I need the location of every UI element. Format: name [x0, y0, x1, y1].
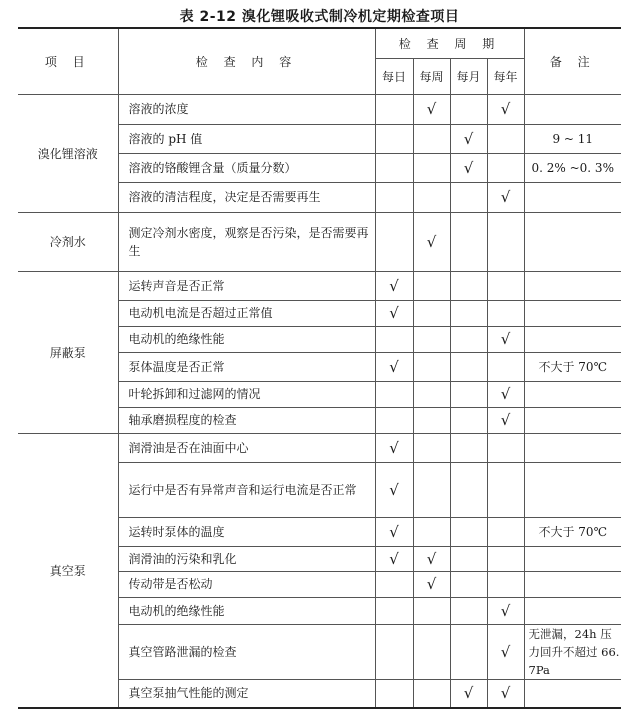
check-daily	[375, 94, 413, 124]
check-weekly	[413, 326, 450, 352]
header-note: 备 注	[524, 28, 621, 94]
header-period: 检 查 周 期	[375, 28, 524, 58]
note-cell	[524, 94, 621, 124]
check-weekly	[413, 597, 450, 624]
check-monthly: √	[450, 124, 487, 153]
check-item: 运行中是否有异常声音和运行电流是否正常	[118, 462, 375, 517]
check-daily	[375, 624, 413, 679]
check-monthly	[450, 433, 487, 462]
check-monthly	[450, 381, 487, 407]
check-yearly: √	[487, 326, 524, 352]
header-daily: 每日	[375, 58, 413, 94]
check-item: 真空管路泄漏的检查	[118, 624, 375, 679]
check-item: 溶液的浓度	[118, 94, 375, 124]
check-item: 润滑油的污染和乳化	[118, 546, 375, 571]
check-daily: √	[375, 433, 413, 462]
check-item: 电动机的绝缘性能	[118, 326, 375, 352]
note-cell	[524, 597, 621, 624]
note-cell	[524, 381, 621, 407]
check-weekly	[413, 517, 450, 546]
check-item: 电动机的绝缘性能	[118, 597, 375, 624]
check-daily: √	[375, 462, 413, 517]
check-item: 润滑油是否在油面中心	[118, 433, 375, 462]
check-daily	[375, 182, 413, 212]
check-item: 轴承磨损程度的检查	[118, 407, 375, 433]
header-yearly: 每年	[487, 58, 524, 94]
check-item: 溶液的 pH 值	[118, 124, 375, 153]
header-content: 检 查 内 容	[118, 28, 375, 94]
check-yearly	[487, 517, 524, 546]
check-weekly	[413, 352, 450, 381]
check-monthly	[450, 94, 487, 124]
check-weekly	[413, 300, 450, 326]
check-daily	[375, 679, 413, 708]
check-item: 真空泵抽气性能的测定	[118, 679, 375, 708]
check-monthly	[450, 571, 487, 597]
check-monthly	[450, 300, 487, 326]
group-name: 冷剂水	[18, 212, 118, 271]
check-yearly: √	[487, 94, 524, 124]
note-cell	[524, 326, 621, 352]
check-weekly: √	[413, 212, 450, 271]
check-weekly	[413, 153, 450, 182]
check-yearly	[487, 153, 524, 182]
note-cell	[524, 271, 621, 300]
check-daily: √	[375, 352, 413, 381]
check-monthly	[450, 352, 487, 381]
check-yearly	[487, 271, 524, 300]
group-name: 屏蔽泵	[18, 271, 118, 433]
check-daily	[375, 597, 413, 624]
check-weekly	[413, 407, 450, 433]
check-weekly: √	[413, 546, 450, 571]
check-item: 传动带是否松动	[118, 571, 375, 597]
check-yearly: √	[487, 182, 524, 212]
note-cell	[524, 571, 621, 597]
check-weekly	[413, 433, 450, 462]
check-weekly	[413, 462, 450, 517]
check-yearly	[487, 433, 524, 462]
inspection-table	[18, 27, 621, 709]
check-monthly	[450, 407, 487, 433]
check-monthly	[450, 624, 487, 679]
check-daily	[375, 571, 413, 597]
check-weekly: √	[413, 94, 450, 124]
check-yearly	[487, 300, 524, 326]
note-cell	[524, 546, 621, 571]
group-name: 溴化锂溶液	[18, 94, 118, 212]
check-yearly: √	[487, 597, 524, 624]
check-monthly: √	[450, 679, 487, 708]
header-weekly: 每周	[413, 58, 450, 94]
check-weekly	[413, 124, 450, 153]
check-monthly	[450, 517, 487, 546]
check-yearly	[487, 124, 524, 153]
note-cell: 不大于 70℃	[524, 352, 621, 381]
check-item: 电动机电流是否超过正常值	[118, 300, 375, 326]
check-daily	[375, 381, 413, 407]
check-item: 叶轮拆卸和过滤网的情况	[118, 381, 375, 407]
check-weekly	[413, 624, 450, 679]
check-yearly: √	[487, 679, 524, 708]
check-item: 泵体温度是否正常	[118, 352, 375, 381]
check-weekly: √	[413, 571, 450, 597]
header-project: 项 目	[18, 28, 118, 94]
note-cell: 0. 2% ~0. 3%	[524, 153, 621, 182]
check-daily: √	[375, 517, 413, 546]
note-cell: 不大于 70℃	[524, 517, 621, 546]
check-daily	[375, 212, 413, 271]
check-monthly	[450, 212, 487, 271]
check-item: 溶液的铬酸锂含量（质量分数）	[118, 153, 375, 182]
check-weekly	[413, 182, 450, 212]
check-daily: √	[375, 546, 413, 571]
note-cell	[524, 182, 621, 212]
check-monthly	[450, 546, 487, 571]
check-monthly	[450, 182, 487, 212]
check-weekly	[413, 271, 450, 300]
check-daily	[375, 326, 413, 352]
check-weekly	[413, 679, 450, 708]
note-cell	[524, 407, 621, 433]
check-yearly	[487, 352, 524, 381]
check-daily	[375, 407, 413, 433]
note-cell	[524, 462, 621, 517]
note-cell: 9 ~ 11	[524, 124, 621, 153]
check-daily	[375, 124, 413, 153]
check-weekly	[413, 381, 450, 407]
check-yearly	[487, 546, 524, 571]
check-item: 运转时泵体的温度	[118, 517, 375, 546]
note-cell: 无泄漏，24h 压力回升不超过 66. 7Pa	[524, 624, 621, 679]
check-yearly: √	[487, 407, 524, 433]
check-yearly: √	[487, 381, 524, 407]
check-item: 运转声音是否正常	[118, 271, 375, 300]
check-daily: √	[375, 300, 413, 326]
table-caption: 表 2-12 溴化锂吸收式制冷机定期检查项目	[179, 9, 460, 25]
note-cell	[524, 433, 621, 462]
check-yearly	[487, 462, 524, 517]
check-yearly	[487, 212, 524, 271]
check-monthly	[450, 271, 487, 300]
check-item: 测定冷剂水密度，观察是否污染，是否需要再生	[118, 212, 375, 271]
group-name: 真空泵	[18, 433, 118, 708]
note-cell	[524, 679, 621, 708]
check-daily	[375, 153, 413, 182]
note-cell	[524, 300, 621, 326]
check-monthly	[450, 462, 487, 517]
check-yearly: √	[487, 624, 524, 679]
check-monthly: √	[450, 153, 487, 182]
check-monthly	[450, 597, 487, 624]
check-monthly	[450, 326, 487, 352]
note-cell	[524, 212, 621, 271]
check-item: 溶液的清洁程度，决定是否需要再生	[118, 182, 375, 212]
check-yearly	[487, 571, 524, 597]
header-monthly: 每月	[450, 58, 487, 94]
check-daily: √	[375, 271, 413, 300]
